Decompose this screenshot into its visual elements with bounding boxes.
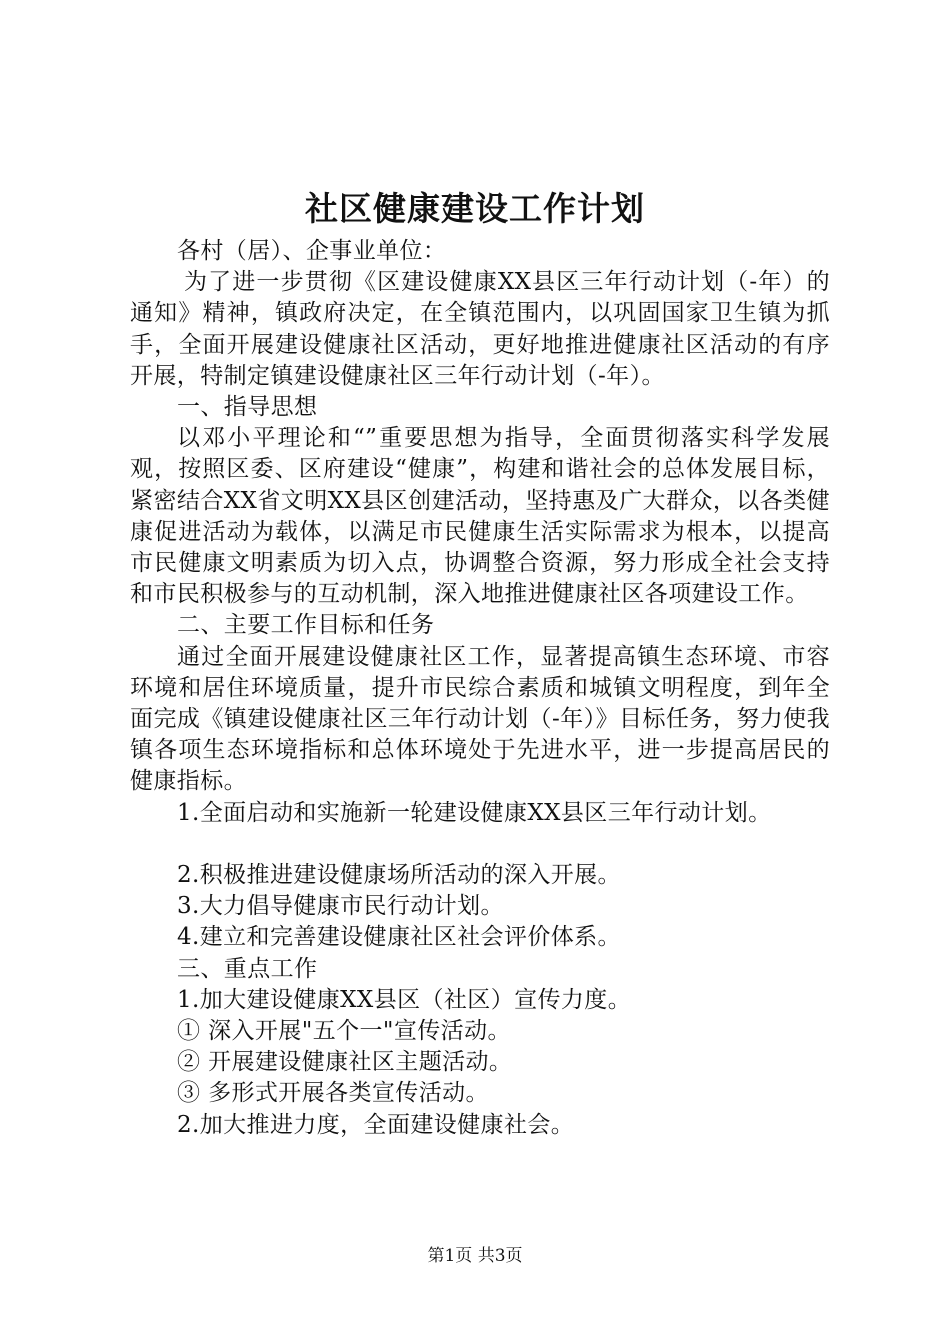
page-number-footer: 第1页 共3页 [427, 1246, 523, 1266]
document-title: 社区健康建设工作计划 [305, 189, 645, 228]
key-work-item: 1.加大建设健康XX县区（社区）宣传力度。 [177, 986, 632, 1013]
key-work-subitem: ③ 多形式开展各类宣传活动。 [177, 1080, 489, 1107]
section-heading-guiding-ideology: 一、指导思想 [177, 394, 318, 421]
guiding-ideology-paragraph: 以邓小平理论和“”重要思想为指导，全面贯彻落实科学发展观，按照区委、区府建设“健康”，构建和谐社会的总体发展目标，紧密结合XX省文明XX县区创建活动，坚持惠及广大群众，以各类健康促进活动为载体，以满足市民健康生活实际需求为根本，以提高市民健康文明素质为切入点，协调整合资源，努力形成全社会支持和市民积极参与的互动机制，深入地推进健康社区各项建设工作。 [130, 425, 830, 608]
key-work-subitem: ② 开展建设健康社区主题活动。 [177, 1049, 513, 1076]
section-heading-goals-and-tasks: 二、主要工作目标和任务 [177, 612, 435, 639]
goal-item: 3.大力倡导健康市民行动计划。 [177, 893, 504, 920]
goals-paragraph: 通过全面开展建设健康社区工作，显著提高镇生态环境、市容环境和居住环境质量，提升市民综合素质和城镇文明程度，到年全面完成《镇建设健康社区三年行动计划（-年）》目标任务，努力使我镇各项生态环境指标和总体环境处于先进水平，进一步提高居民的健康指标。 [130, 643, 830, 795]
document-body [130, 236, 830, 1141]
key-work-item: 2.加大推进力度，全面建设健康社会。 [177, 1111, 575, 1138]
salutation: 各村（居）、企事业单位： [177, 238, 447, 264]
intro-paragraph: 为了进一步贯彻《区建设健康XX县区三年行动计划（-年）的通知》精神，镇政府决定，在全镇范围内，以巩固国家卫生镇为抓手，全面开展建设健康社区活动，更好地推进健康社区活动的有序开展，特制定镇建设健康社区三年行动计划（-年）。 [130, 269, 830, 389]
goal-item: 2.积极推进建设健康场所活动的深入开展。 [177, 862, 621, 889]
goal-item: 1.全面启动和实施新一轮建设健康XX县区三年行动计划。 [177, 799, 772, 826]
blank-line [130, 829, 830, 860]
goal-item: 4.建立和完善建设健康社区社会评价体系。 [177, 924, 621, 951]
key-work-subitem: ① 深入开展"五个一"宣传活动。 [177, 1018, 511, 1045]
section-heading-key-work: 三、重点工作 [177, 955, 318, 982]
